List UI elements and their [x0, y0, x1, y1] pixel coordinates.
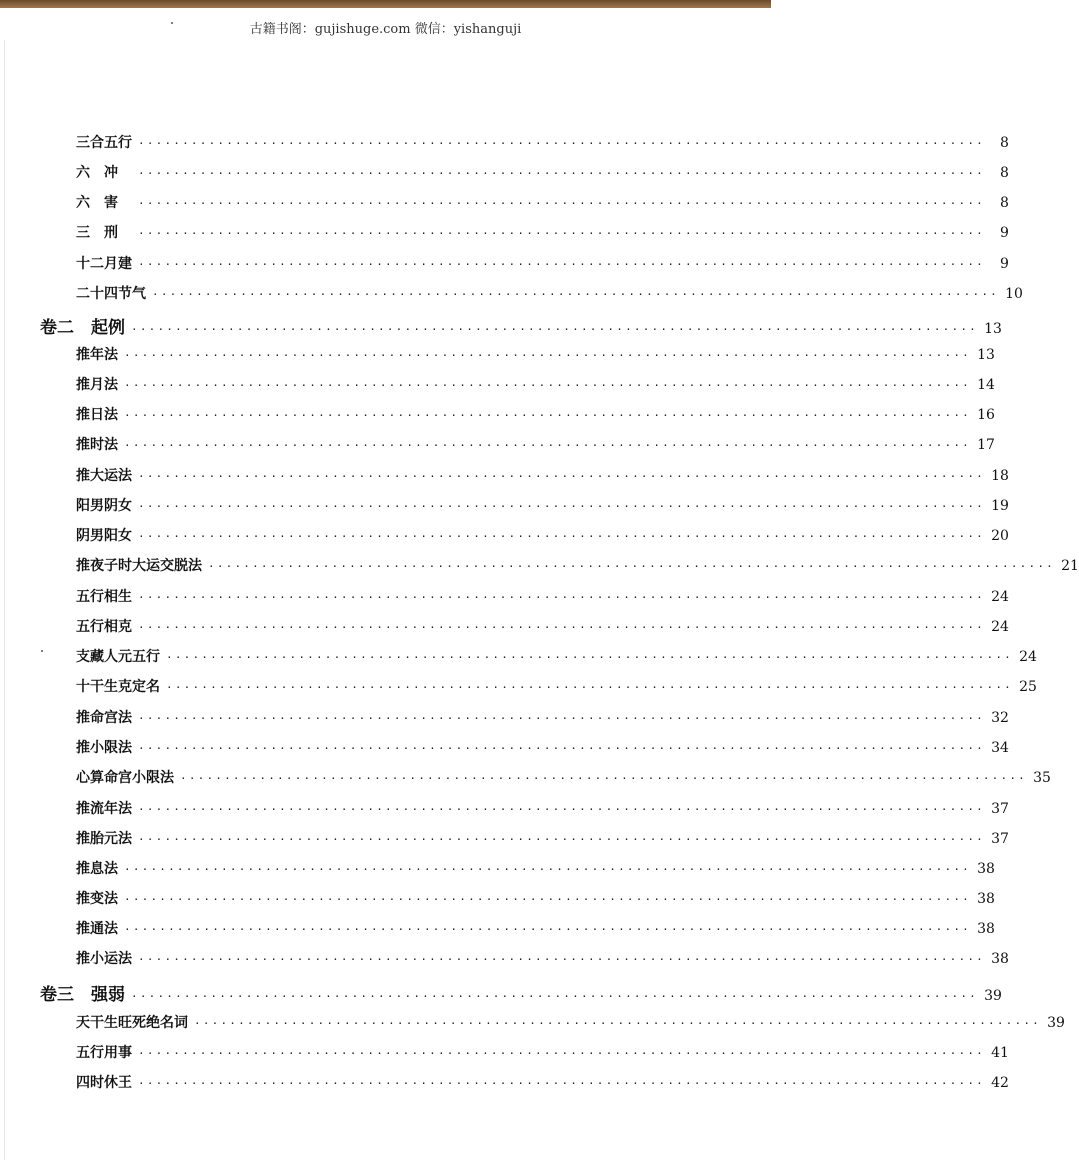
toc-entry-page: 8: [1000, 135, 1009, 151]
toc-entry-page: 38: [977, 921, 995, 937]
toc-entry-title: 推通法: [76, 921, 118, 937]
toc-entry-page: 42: [991, 1075, 1009, 1091]
toc-entry-title: 五行相克: [76, 619, 132, 635]
toc-entry[interactable]: [76, 948, 1009, 968]
leader-dots: ································································································: [138, 803, 985, 816]
toc-entry-title: 推息法: [76, 861, 118, 877]
toc-entry-page: 14: [977, 377, 995, 393]
toc-entry-page: 38: [977, 861, 995, 877]
toc-entry-page: 37: [991, 831, 1009, 847]
leader-dots: ································································································: [138, 1047, 985, 1060]
page-edge-line: [4, 40, 5, 1160]
toc-entry-title: 推变法: [76, 891, 118, 907]
top-border: [0, 0, 771, 8]
toc-entry-title: 三合五行: [76, 135, 132, 151]
toc-entry-title: 推流年法: [76, 801, 132, 817]
toc-entry[interactable]: [76, 374, 995, 394]
leader-dots: ································································································: [138, 470, 985, 483]
toc-entry-title: 阴男阳女: [76, 528, 132, 544]
leader-dots: ································································································: [138, 137, 985, 150]
toc-entry[interactable]: [76, 465, 1009, 485]
leader-dots: ································································································: [138, 227, 985, 240]
toc-entry-title: 五行相生: [76, 589, 132, 605]
toc-entry-title: 六冲: [76, 165, 132, 181]
toc-entry-title: 支藏人元五行: [76, 649, 160, 665]
toc-entry-title: 推夜子时大运交脱法: [76, 558, 202, 574]
toc-entry-page: 9: [1000, 225, 1009, 241]
toc-entry[interactable]: [76, 344, 995, 364]
toc-entry-page: 39: [1047, 1015, 1065, 1031]
toc-entry-title: 心算命宫小限法: [76, 770, 174, 786]
toc-chapter[interactable]: [40, 980, 1002, 1005]
toc-entry-title: 推日法: [76, 407, 118, 423]
toc-entry-title: 四时休王: [76, 1075, 132, 1091]
watermark-text: 古籍书阁：gujishuge.com 微信：yishanguji: [249, 22, 522, 37]
leader-dots: ································································································: [124, 893, 971, 906]
toc-chapter-page: 13: [984, 321, 1002, 337]
toc-entry[interactable]: [76, 162, 1009, 182]
toc-entry[interactable]: [76, 1042, 1009, 1062]
toc-entry[interactable]: [76, 253, 1009, 273]
leader-dots: ································································································: [138, 621, 985, 634]
toc-entry-title: 推年法: [76, 347, 118, 363]
toc-entry-title: 三刑: [76, 225, 132, 241]
leader-dots: ································································································: [194, 1017, 1041, 1030]
toc-entry[interactable]: [76, 283, 1023, 303]
toc-entry[interactable]: [76, 132, 1009, 152]
toc-entry-title: 推月法: [76, 377, 118, 393]
toc-entry[interactable]: [76, 434, 995, 454]
toc-entry-page: 9: [1000, 256, 1009, 272]
toc-entry-title: 推小限法: [76, 740, 132, 756]
toc-entry-page: 24: [991, 619, 1009, 635]
toc-entry[interactable]: [76, 586, 1009, 606]
toc-entry-title: 推时法: [76, 437, 118, 453]
leader-dots: ································································································: [152, 288, 999, 301]
toc-entry[interactable]: [76, 1012, 1065, 1032]
toc-entry-title: 十二月建: [76, 256, 132, 272]
toc-entry-page: 18: [991, 468, 1009, 484]
toc-entry-title: 五行用事: [76, 1045, 132, 1061]
toc-chapter-page: 39: [984, 988, 1002, 1004]
leader-dots: ································································································: [166, 651, 1013, 664]
leader-dots: ································································································: [138, 258, 985, 271]
toc-entry[interactable]: [76, 222, 1009, 242]
leader-dots: ································································································: [124, 439, 971, 452]
toc-entry[interactable]: [76, 495, 1009, 515]
leader-dots: ································································································: [124, 923, 971, 936]
toc-entry-page: 25: [1019, 679, 1037, 695]
leader-dots: ································································································: [124, 379, 971, 392]
toc-entry-page: 37: [991, 801, 1009, 817]
toc-entry-page: 41: [991, 1045, 1009, 1061]
toc-entry-page: 38: [991, 951, 1009, 967]
leader-dots: ································································································: [138, 953, 985, 966]
toc-entry-title: 推大运法: [76, 468, 132, 484]
leader-dots: ································································································: [124, 349, 971, 362]
toc-entry-page: 19: [991, 498, 1009, 514]
leader-dots: ································································································: [138, 1077, 985, 1090]
toc-entry[interactable]: [76, 737, 1009, 757]
toc-entry-page: 13: [977, 347, 995, 363]
toc-entry[interactable]: [76, 676, 1037, 696]
toc-entry[interactable]: [76, 525, 1009, 545]
toc-entry-title: 二十四节气: [76, 286, 146, 302]
toc-entry[interactable]: [76, 798, 1009, 818]
toc-entry-page: 16: [977, 407, 995, 423]
toc-entry[interactable]: [76, 828, 1009, 848]
toc-entry[interactable]: [76, 616, 1009, 636]
toc-entry-title: 阳男阴女: [76, 498, 132, 514]
leader-dots: ································································································: [138, 833, 985, 846]
leader-dots: ································································································: [166, 681, 1013, 694]
toc-entry[interactable]: [76, 1072, 1009, 1092]
leader-dots: ································································································: [124, 409, 971, 422]
toc-entry-title: 天干生旺死绝名词: [76, 1015, 188, 1031]
toc-entry-page: 17: [977, 437, 995, 453]
toc-entry[interactable]: [76, 192, 1009, 212]
leader-dots: ································································································: [131, 990, 978, 1003]
leader-dots: ································································································: [138, 167, 985, 180]
leader-dots: ································································································: [124, 863, 971, 876]
toc-entry[interactable]: [76, 767, 1051, 787]
toc-entry-page: 24: [1019, 649, 1037, 665]
toc-entry-title: 十干生克定名: [76, 679, 160, 695]
toc-entry[interactable]: [76, 707, 1009, 727]
toc-chapter-title: 卷二 起例: [40, 318, 125, 338]
scan-speck: [41, 650, 43, 652]
toc-entry-title: 推胎元法: [76, 831, 132, 847]
toc-entry[interactable]: [76, 858, 995, 878]
toc-entry-page: 38: [977, 891, 995, 907]
toc-entry[interactable]: [76, 555, 1079, 575]
toc-entry-title: 六害: [76, 195, 132, 211]
leader-dots: ································································································: [180, 772, 1027, 785]
leader-dots: ································································································: [138, 500, 985, 513]
leader-dots: ································································································: [131, 323, 978, 336]
toc-entry-page: 21: [1061, 558, 1079, 574]
toc-entry[interactable]: [76, 918, 995, 938]
leader-dots: ································································································: [138, 197, 985, 210]
leader-dots: ································································································: [138, 591, 985, 604]
leader-dots: ································································································: [138, 712, 985, 725]
toc-chapter[interactable]: [40, 313, 1002, 338]
leader-dots: ································································································: [138, 742, 985, 755]
toc-entry-page: 24: [991, 589, 1009, 605]
toc-entry-page: 34: [991, 740, 1009, 756]
toc-entry-title: 推小运法: [76, 951, 132, 967]
toc-chapter-title: 卷三 强弱: [40, 985, 125, 1005]
toc-entry[interactable]: [76, 646, 1037, 666]
toc-entry-page: 32: [991, 710, 1009, 726]
toc-entry-page: 20: [991, 528, 1009, 544]
toc-entry[interactable]: [76, 888, 995, 908]
scan-speck: [171, 22, 173, 24]
toc-entry-title: 推命宫法: [76, 710, 132, 726]
toc-entry[interactable]: [76, 404, 995, 424]
leader-dots: ································································································: [208, 560, 1055, 573]
toc-entry-page: 35: [1033, 770, 1051, 786]
toc-entry-page: 8: [1000, 165, 1009, 181]
toc-entry-page: 8: [1000, 195, 1009, 211]
leader-dots: ································································································: [138, 530, 985, 543]
toc-entry-page: 10: [1005, 286, 1023, 302]
